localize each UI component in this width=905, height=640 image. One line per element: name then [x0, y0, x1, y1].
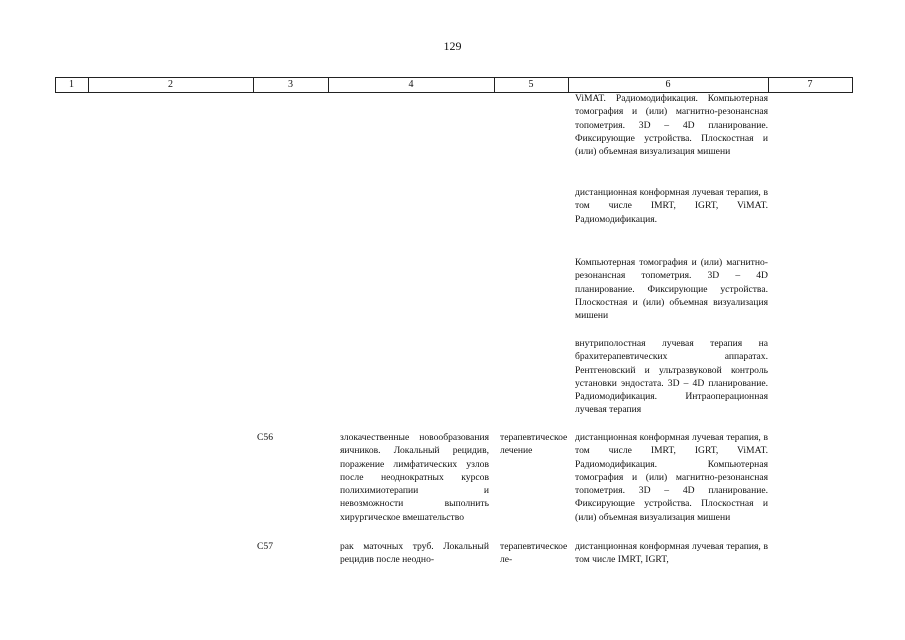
- method-description: внутриполостная лучевая терапия на брахитерапевтических аппаратах. Рентгеновский и ультразвуковой контроль установки эндостата. 3D – 4D планирование. Радиомодификация. Интраоперационная лучевая терапия: [575, 338, 768, 416]
- treatment-type: терапевтическое ле-: [500, 541, 568, 566]
- header-cell-7: 7: [807, 79, 813, 90]
- header-cell-4: 4: [408, 79, 414, 90]
- diagnosis-text: рак маточных труб. Локальный рецидив после неодно-: [340, 541, 489, 566]
- header-cell-2: 2: [168, 79, 173, 90]
- header-cell-3: 3: [288, 79, 293, 90]
- method-description: дистанционная конформная лучевая терапия, в том числе IMRT, IGRT, ViMAT. Радиомодификация.: [575, 187, 768, 225]
- header-cell-1: 1: [69, 79, 74, 90]
- column-divider: [852, 77, 853, 93]
- table-header: [55, 77, 852, 93]
- method-description: дистанционная конформная лучевая терапия, в том числе IMRT, IGRT, ViMAT. Радиомодификация. Компьютерная томография и (или) магнитно-резонансная топометрия. 3D – 4D планирование. Фиксирующие устройства. Плоскостная и (или) объемная визуализация мишени: [575, 432, 768, 523]
- diagnosis-text: злокачественные новообразования яичников. Локальный рецидив, поражение лимфатических узлов после неоднократных курсов полихимиотерапии и невозможности выполнить хирургическое вмешательство: [340, 432, 489, 523]
- icd-code: C56: [257, 432, 273, 443]
- header-cell-6: 6: [665, 79, 671, 90]
- method-description: Компьютерная томография и (или) магнитно-резонансная топометрия. 3D – 4D планирование. Фиксирующие устройства. Плоскостная и (или) объемная визуализация мишени: [575, 257, 768, 322]
- header-cell-5: 5: [528, 79, 534, 90]
- method-description: ViMAT. Радиомодификация. Компьютерная томография и (или) магнитно-резонансная топометрия. 3D – 4D планирование. Фиксирующие устройства. Плоскостная и (или) объемная визуализация мишени: [575, 93, 768, 158]
- page-number: 129: [443, 39, 462, 53]
- method-description: дистанционная конформная лучевая терапия, в том числе IMRT, IGRT,: [575, 541, 768, 566]
- icd-code: C57: [257, 541, 273, 552]
- treatment-type: терапевтическое лечение: [500, 432, 568, 457]
